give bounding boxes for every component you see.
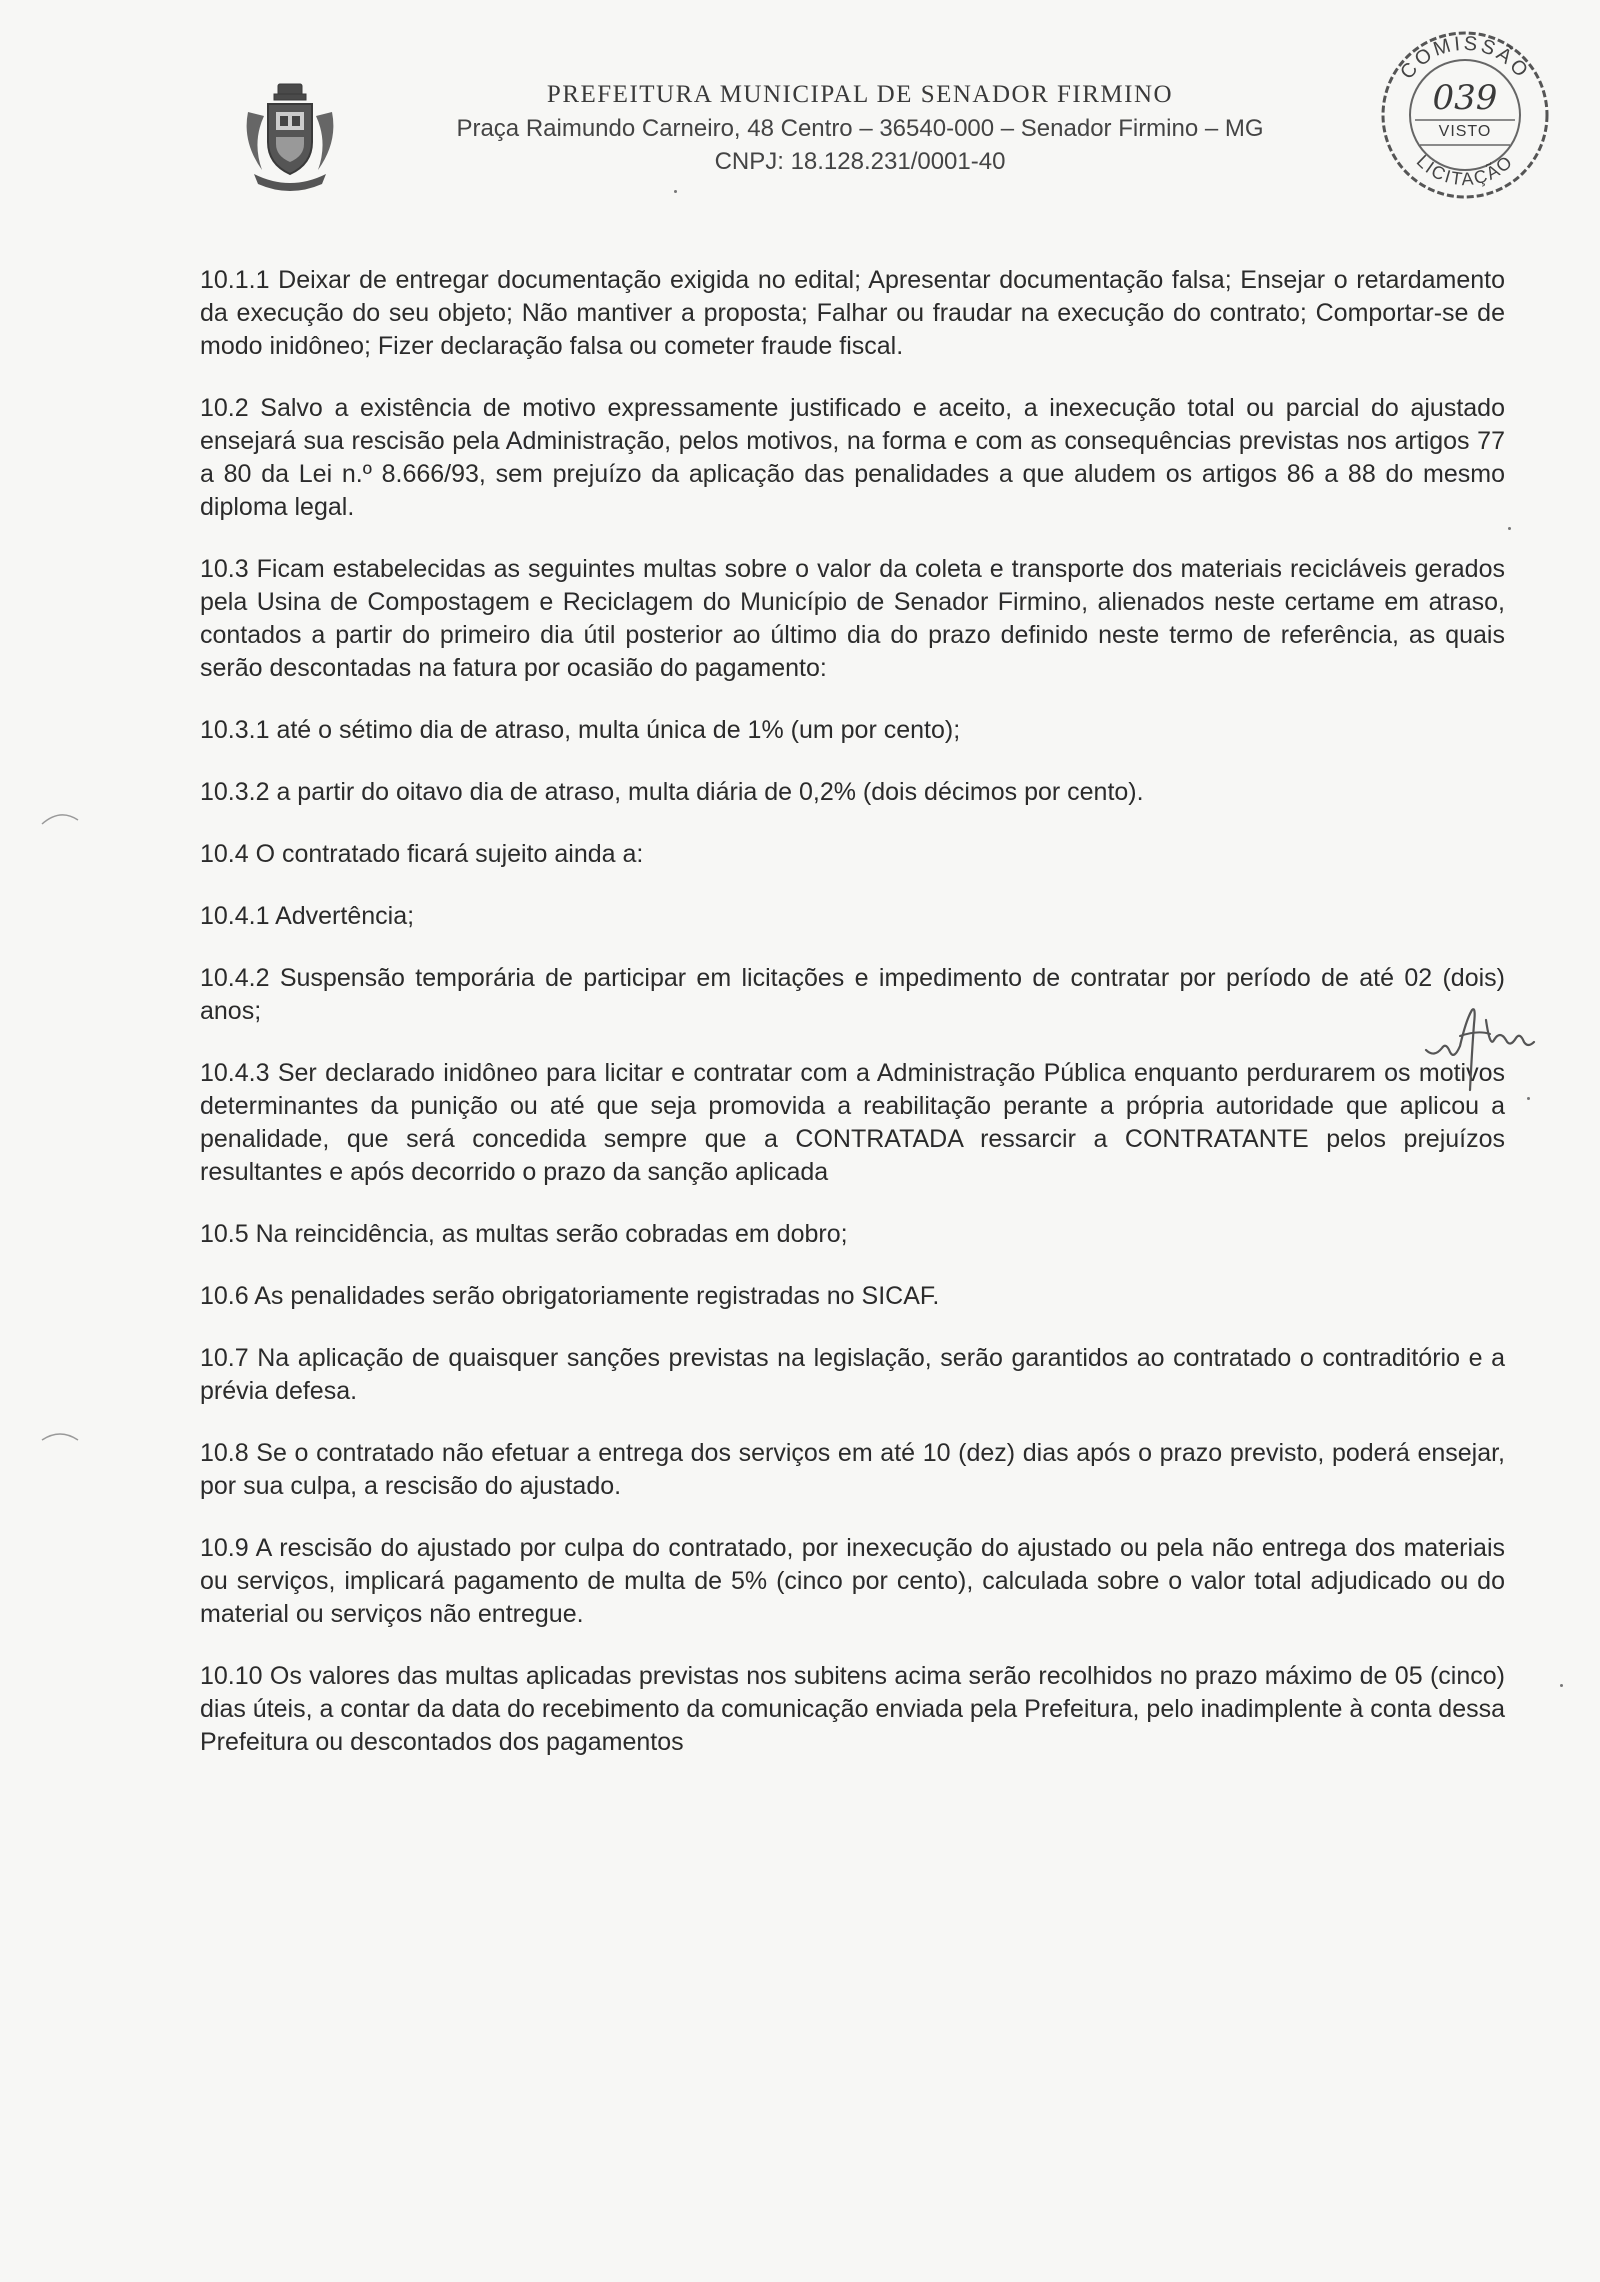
clause-10-8: 10.8 Se o contratado não efetuar a entrega dos serviços em até 10 (dez) dias após o prazo previsto, poderá ensejar, por sua culpa, a rescisão do ajustado.: [200, 1439, 1505, 1500]
scan-edge-mark: [40, 806, 80, 826]
clause-10-5: 10.5 Na reincidência, as multas serão cobradas em dobro;: [200, 1220, 848, 1248]
clause-10-4: 10.4 O contratado ficará sujeito ainda a:: [200, 840, 644, 868]
svg-text:LICITAÇÃO: [1413, 151, 1518, 189]
clause-10-3-2: 10.3.2 a partir do oitavo dia de atraso, multa diária de 0,2% (dois décimos por cento).: [200, 778, 1144, 806]
clause-10-9: 10.9 A rescisão do ajustado por culpa do contratado, por inexecução do ajustado ou pela não entrega dos materiais ou serviços, implicará pagamento de multa de 5% (cinco por cento), calculada sobre o valor total adjudicado ou do material ou serviços não entregue.: [200, 1534, 1505, 1628]
scan-speck: [1527, 1097, 1530, 1100]
municipal-coat-of-arms-icon: [240, 82, 340, 197]
clause-10-3: 10.3 Ficam estabelecidas as seguintes multas sobre o valor da coleta e transporte dos materiais recicláveis gerados pela Usina de Compostagem e Reciclagem do Município de Senador Firmino, alienados neste certame em atraso, contados a partir do primeiro dia útil posterior ao último dia do prazo definido neste termo de referência, as quais serão descontadas na fatura por ocasião do pagamento:: [200, 555, 1505, 682]
clause-10-2: 10.2 Salvo a existência de motivo expressamente justificado e aceito, a inexecução total ou parcial do ajustado ensejará sua rescisão pela Administração, pelos motivos, na forma e com as consequências previstas nos artigos 77 a 80 da Lei n.º 8.666/93, sem prejuízo da aplicação das penalidades a que aludem os artigos 86 a 88 do mesmo diploma legal.: [200, 394, 1505, 521]
letterhead-cnpj: CNPJ: 18.128.231/0001-40: [714, 148, 1006, 175]
document-body: [200, 264, 1505, 1759]
scan-speck: [1508, 527, 1511, 530]
commission-stamp: [1370, 20, 1560, 210]
scan-speck: [1560, 1684, 1563, 1687]
clause-10-7: 10.7 Na aplicação de quaisquer sanções previstas na legislação, serão garantidos ao contratado o contraditório e a prévia defesa.: [200, 1344, 1505, 1405]
scan-edge-mark: [40, 1424, 80, 1444]
svg-text:COMISSÃO: [1396, 33, 1534, 84]
clause-10-4-3: 10.4.3 Ser declarado inidôneo para licitar e contratar com a Administração Pública enquanto perdurarem os motivos determinantes da punição ou até que seja promovida a reabilitação perante a própria autoridade que aplicou a penalidade, que será concedida sempre que a CONTRATADA ressarcir a CONTRATANTE pelos prejuízos resultantes e após decorrido o prazo da sanção aplicada: [200, 1059, 1505, 1186]
letterhead-address: Praça Raimundo Carneiro, 48 Centro – 36540-000 – Senador Firmino – MG: [456, 115, 1264, 142]
stamp-number: 039: [1432, 78, 1498, 118]
clause-10-6: 10.6 As penalidades serão obrigatoriamente registradas no SICAF.: [200, 1282, 940, 1310]
clause-10-4-1: 10.4.1 Advertência;: [200, 902, 415, 930]
clause-10-1-1: 10.1.1 Deixar de entregar documentação exigida no edital; Apresentar documentação falsa; Ensejar o retardamento da execução do seu objeto; Não mantiver a proposta; Falhar ou fraudar na execução do contrato; Comportar-se de modo inidôneo; Fizer declaração falsa ou cometer fraude fiscal.: [200, 266, 1505, 360]
handwritten-initials-icon: [1420, 990, 1540, 1110]
clause-10-3-1: 10.3.1 até o sétimo dia de atraso, multa única de 1% (um por cento);: [200, 716, 961, 744]
stamp-label: VISTO: [1438, 123, 1492, 140]
clause-10-4-2: 10.4.2 Suspensão temporária de participar em licitações e impedimento de contratar por período de até 02 (dois) anos;: [200, 964, 1505, 1025]
stamp-top-text: COMISSÃO: [1396, 32, 1534, 84]
clause-10-10: 10.10 Os valores das multas aplicadas previstas nos subitens acima serão recolhidos no prazo máximo de 05 (cinco) dias úteis, a contar da data do recebimento da comunicação enviada pela Prefeitura, pelo inadimplente à conta dessa Prefeitura ou descontados dos pagamentos: [200, 1662, 1506, 1756]
letterhead-title: PREFEITURA MUNICIPAL DE SENADOR FIRMINO: [546, 81, 1174, 108]
scan-speck: [674, 190, 677, 193]
letterhead: [360, 78, 1360, 178]
stamp-bottom-text: LICITAÇÃO: [1412, 150, 1518, 190]
